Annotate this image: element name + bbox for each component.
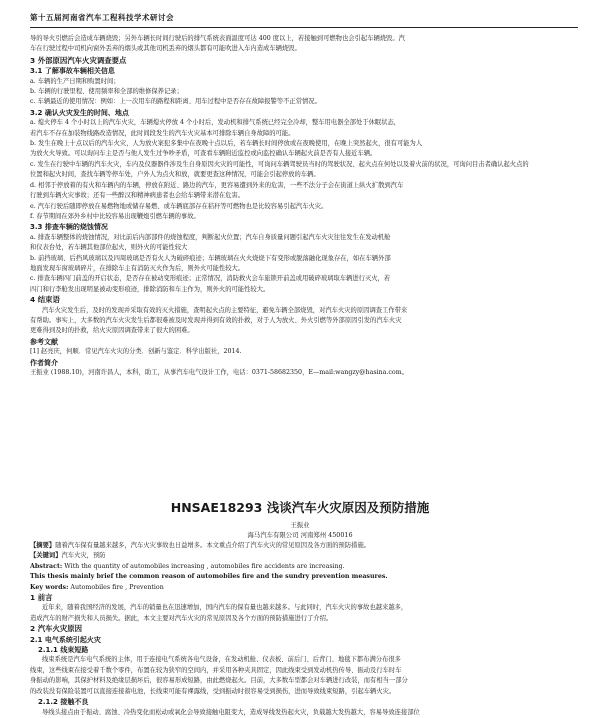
article2-body bbox=[30, 541, 578, 718]
body-line: 若汽车不存在加装物线路改造情况，此时间段发生的汽车火灾基本可排除车辆自身故障的可能。 bbox=[30, 129, 295, 137]
body-line: 的改装没有保险装置可以直接连接蓄电池，长线束可能有裸露线，受到振动时很容易受到损伤，进而导致线束短路，引起车辆火灾。 bbox=[30, 687, 396, 695]
body-line: 行驶到车辆火灾事故；还有一些醉汉和精神病患者也会给车辆带来潜在危害。 bbox=[30, 192, 245, 200]
subsection-heading: 3.1 了解事故车辆相关信息 bbox=[30, 67, 115, 76]
body-line: 有帮助。事实上，大多数的汽车火灾发生后都很难被及时发现并得到有效的扑救，对于人为放火、外火引燃等外部原因引发的汽车火灾 bbox=[30, 316, 402, 324]
body-line: b. 前挡玻璃、后挡风玻璃以及四周玻璃是否有火人为破碎痕迹；车辆玻璃在火火烧烧下有变形或脱落融化现象存在，如在车辆外部 bbox=[30, 254, 391, 262]
keywords-cn-label: 【关键词】 bbox=[30, 552, 62, 560]
abstract-cn-label: 【摘要】 bbox=[30, 542, 56, 549]
keywords-en-label: Key words: bbox=[30, 583, 69, 591]
body-line: 四门和行李舱发出现明显被动变形痕迹，排除消防和车主作为，则外火的可能性较大。 bbox=[30, 285, 270, 293]
body-line: f. 春节期间在郊外乡村中比较容易出现鞭炮引燃车辆的事故。 bbox=[30, 212, 200, 220]
subsection-heading: 3.3 排查车辆的烧蚀情况 bbox=[30, 223, 108, 232]
body-line: 线束，这些线束在接受着千数个零件，布置在较为狭窄的空间内，并采用各种夹具固定，因此线束受到发动机热传导、振动及行车时车 bbox=[30, 666, 402, 674]
subsubsection-heading: 2.1.1 线束短路 bbox=[38, 646, 89, 655]
body-line: 近年来，随着我国经济的发展，汽车的销量也在迅速增加，国内汽车的保有量也越来越多。与此同时，汽车火灾的事故也越来越多， bbox=[42, 604, 408, 612]
list-item: c. 车辆最近的使用情况：例如：上一次用车的路程和距离、用车过程中是否存在故障报警等不正常情况。 bbox=[30, 98, 321, 106]
body-line: c. 排查车辆四门前盖的开启状态，是否存在被动变形痕迹；正常情况，消防救火会车旅锁开前盖或用破碎玻璃取车辆进行灭火，若 bbox=[30, 275, 391, 283]
abstract-en-text: With the quantity of automobiles increasing , automobiles fire accidents are increasing. bbox=[64, 562, 345, 570]
header-rule bbox=[30, 27, 578, 28]
keywords-cn-text: 汽车火灾，预防 bbox=[61, 552, 106, 560]
reference-item: [1] 赵亮庆，何顺．常见汽车火灾的分类．创新与鉴定．科学出版社，2014. bbox=[30, 348, 242, 356]
body-line: 地面发现车窗玻璃碎片，在排除车主有消防灭火作为后，则外火可能性较大。 bbox=[30, 264, 245, 272]
section-heading: 1 前言 bbox=[30, 593, 53, 603]
subsubsection-heading: 2.1.2 接触不良 bbox=[38, 698, 89, 707]
body-line: 身振动的影响，其保护材料及绝缘层损坏后，很容易形成短路，由此燃烧起火。目前，大多数车型都会对车辆进行改装，而有相当一部分 bbox=[30, 677, 408, 685]
keywords-en bbox=[30, 583, 578, 593]
keywords-en-text: Automobiles fire , Prevention bbox=[70, 583, 164, 591]
article2-affiliation: 海马汽车有限公司 河南郑州 450016 bbox=[247, 531, 353, 539]
abstract-en-label: Abstract: bbox=[30, 562, 63, 570]
body-line: b. 发生在晚上十点以后的汽车火灾，人为放火案犯多集中在夜晚十点以后，若车辆长时间停放或在夜晚使用，在晚上突然起火，很有可能为人 bbox=[30, 140, 423, 148]
subsection-heading: 2.1 电气系统引起火灾 bbox=[30, 635, 101, 644]
body-line: d. 相邻于停放着的有火和车辆内的车辆，停放在附近、路边的汽车，更容易遭到外来的危害，一些不法分子会在街道上纵火扩散到汽车 bbox=[30, 181, 404, 189]
abstract-en bbox=[30, 562, 578, 572]
abstract-cn-text: 随着汽车保有量越来越多，汽车火灾事故也日益增多。本文重点介绍了汽车火灾的常见原因及各方面的预防措施。 bbox=[55, 542, 371, 549]
list-item: a. 车辆的生产日期和购置时间； bbox=[30, 77, 120, 85]
body-line: 为放火火导致。可以询问车主是否与他人发生过争吵矛盾，可查看车辆附近监控或向监控确认车辆起火前是否有人接近车辆。 bbox=[30, 150, 377, 158]
section-heading: 4 结束语 bbox=[30, 295, 60, 305]
body-line: 车在行驶过程中司机向窗外丢弃的烟头或其他司机丢弃的烟头都有可能吹进入车内造成车辆烧毁。 bbox=[30, 45, 301, 53]
body-line: e. 汽车行驶后随即停放在易燃物地或储存易燃、或车辆底部存在秸秆等可燃物也是比较容易引起汽车火灾。 bbox=[30, 202, 328, 210]
author-bio: 王振业 (1988.10)，河南许昌人，本科，助工，从事汽车电气设计工作，电话：0371-58682350，E—mail:wangzy@hasina.com。 bbox=[30, 369, 408, 376]
body-line: 和仪表台处，若车辆其他部位起火，则外火的可能性较大 bbox=[30, 244, 188, 252]
keywords-cn bbox=[30, 551, 578, 561]
body-line: a. 排查车辆整体的烧蚀情况，对比前后内部部件的烧蚀程度，判断起火位置；汽车自身质量问题引起汽车火灾往往发生在发动机舱 bbox=[30, 233, 391, 241]
running-header: 第十五届河南省汽车工程科技学术研讨会 bbox=[30, 13, 174, 22]
section-heading: 2 汽车火灾原因 bbox=[30, 624, 83, 634]
abstract-cn bbox=[30, 541, 578, 551]
author-bio-heading: 作者简介 bbox=[30, 358, 58, 367]
body-line: 线束系统是汽车电气系统的主体，用于连接电气系统各电气设备，在发动机舱、仪表板、前后门、后背门、地毯下都布满分布很多 bbox=[42, 656, 401, 664]
body-line: 导的导火引燃后会造成车辆烧毁；另外车辆长时间行驶后的排气系统表面温度可达 400 度以上，若接触到可燃物也会引起车辆烧毁。汽 bbox=[30, 35, 405, 42]
article2-title: HNSAE18293 浅谈汽车火灾原因及预防措施 bbox=[170, 500, 430, 515]
body-line: c. 发生在行驶中车辆的汽车火灾，车内及仪器器件涉及生自身原因火灾的可能性，可询问车辆驾驶员当时的驾驶状况、起火点在何处以及着火前的状况，可询问目击者确认起火点的 bbox=[30, 160, 529, 168]
list-item: b. 车辆的行驶里程、使用频率和全部的维修保养记录； bbox=[30, 88, 183, 96]
article1-body bbox=[30, 34, 578, 378]
subsection-heading: 3.2 确认火灾发生的时间、地点 bbox=[30, 108, 129, 117]
body-line: 位置和起火时间，查找车辆等停车处，户外人为点火和放，就要更查这种情况，可能会引起停放的车辆。 bbox=[30, 171, 320, 179]
body-line: 汽车火灾发生后，及时的发现并采取有效的灭火措施，查明起火点的主要特征，避免车辆全部烧毁，对汽车火灾的原因调查工作带来 bbox=[42, 306, 408, 314]
body-line: 导线头接点由于振动、腐蚀、冷热变化而松动或氧化会导致接触电阻变大，造成导线发热起火灾，负载越大发热越大，容易导致连接部位 bbox=[42, 708, 420, 716]
body-line: 更难得到及时的扑救，给火灾原因调查带来了很大的困难。 bbox=[30, 327, 194, 335]
body-line: 造成汽车的财产损失和人员损失。据此，本文主要对汽车火灾的常见原因及各个方面的预防措施进行了介绍。 bbox=[30, 614, 333, 622]
section-heading: 3 外部原因汽车火灾调查要点 bbox=[30, 55, 127, 65]
references-heading: 参考文献 bbox=[30, 337, 58, 346]
body-line: a. 熄火停车 4 个小时以上的汽车火灾，车辆熄火停放 4 个小时后，发动机和排气系统已经完全冷却，整车用电器全部处于休眠状态， bbox=[30, 119, 401, 127]
abstract-en-line2: This thesis mainly brief the common reason of automobiles fire and the sundry prevention measures. bbox=[30, 573, 388, 581]
article2-author: 王振业 bbox=[290, 521, 310, 529]
